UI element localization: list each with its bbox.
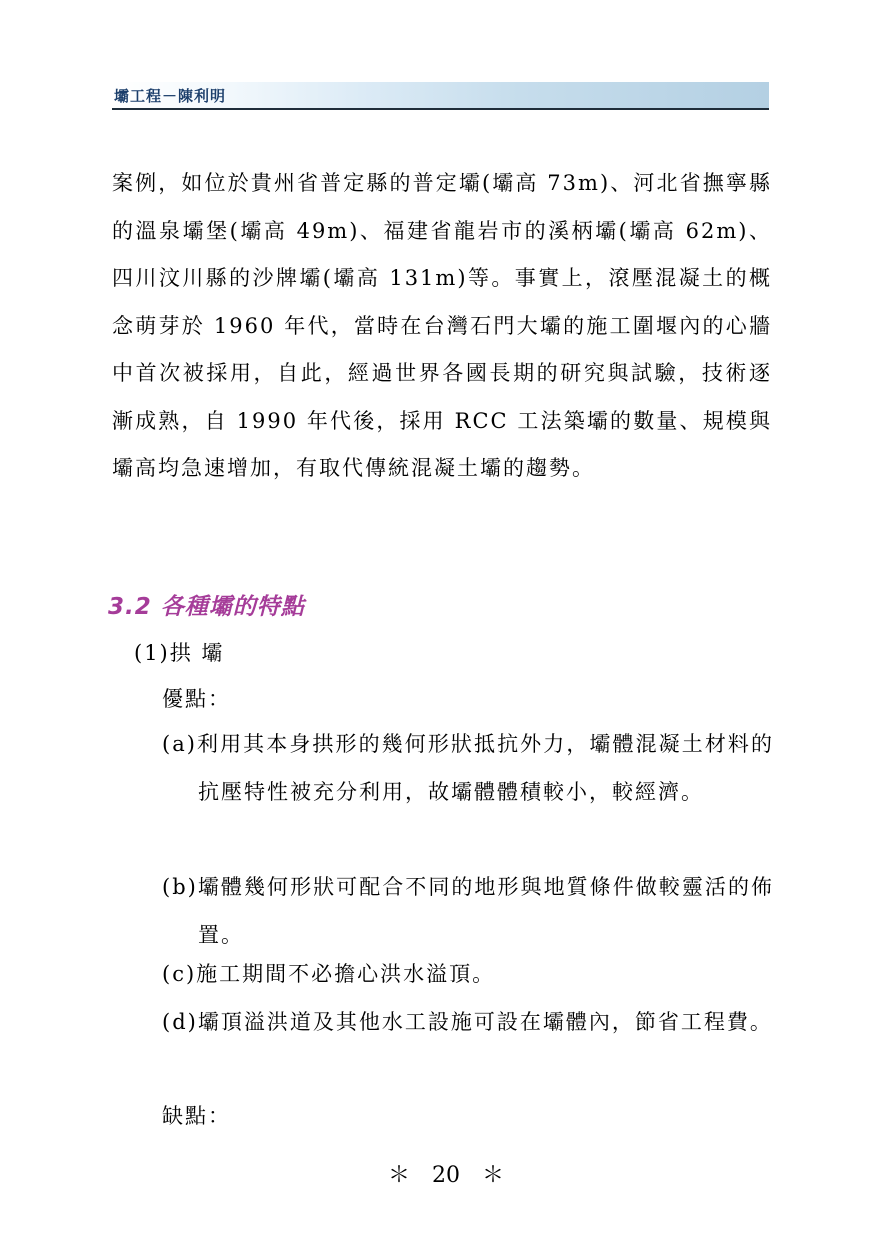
disadvantages-label: 缺點： bbox=[162, 1104, 231, 1128]
subsection-title: (1)拱 壩 bbox=[134, 641, 225, 665]
advantage-item-b: (b)壩體幾何形狀可配合不同的地形與地質條件做較靈活的佈置。 bbox=[162, 875, 774, 947]
advantage-item-a: (a)利用其本身拱形的幾何形狀抵抗外力，壩體混凝土材料的抗壓特性被充分利用，故壩體體積較小，較經濟。 bbox=[162, 732, 774, 804]
intro-paragraph: 案例，如位於貴州省普定縣的普定壩(壩高 73m)、河北省撫寧縣的溫泉壩堡(壩高 49m)、福建省龍岩市的溪柄壩(壩高 62m)、四川汶川縣的沙牌壩(壩高 131m)等。事實上，滾壓混凝土的概念萌芽於 1960 年代，當時在台灣石門大壩的施工圍堰內的心牆中首次被採用，自此，經過世界各國長期的研究與試驗，技術逐漸成熟，自 1990 年代後，採用 RCC 工法築壩的數量、規模與壩高均急速增加，有取代傳統混凝土壩的趨勢。 bbox=[112, 171, 772, 480]
header-rule bbox=[112, 108, 769, 110]
running-header: 壩工程－陳利明 bbox=[114, 87, 227, 105]
page-number: ＊ 20 ＊ bbox=[388, 1163, 504, 1188]
section-heading: 3.2 各種壩的特點 bbox=[108, 594, 305, 620]
advantage-item-c: (c)施工期間不必擔心洪水溢頂。 bbox=[162, 962, 496, 986]
advantages-label: 優點： bbox=[162, 687, 231, 711]
advantage-item-d: (d)壩頂溢洪道及其他水工設施可設在壩體內，節省工程費。 bbox=[162, 1010, 773, 1034]
